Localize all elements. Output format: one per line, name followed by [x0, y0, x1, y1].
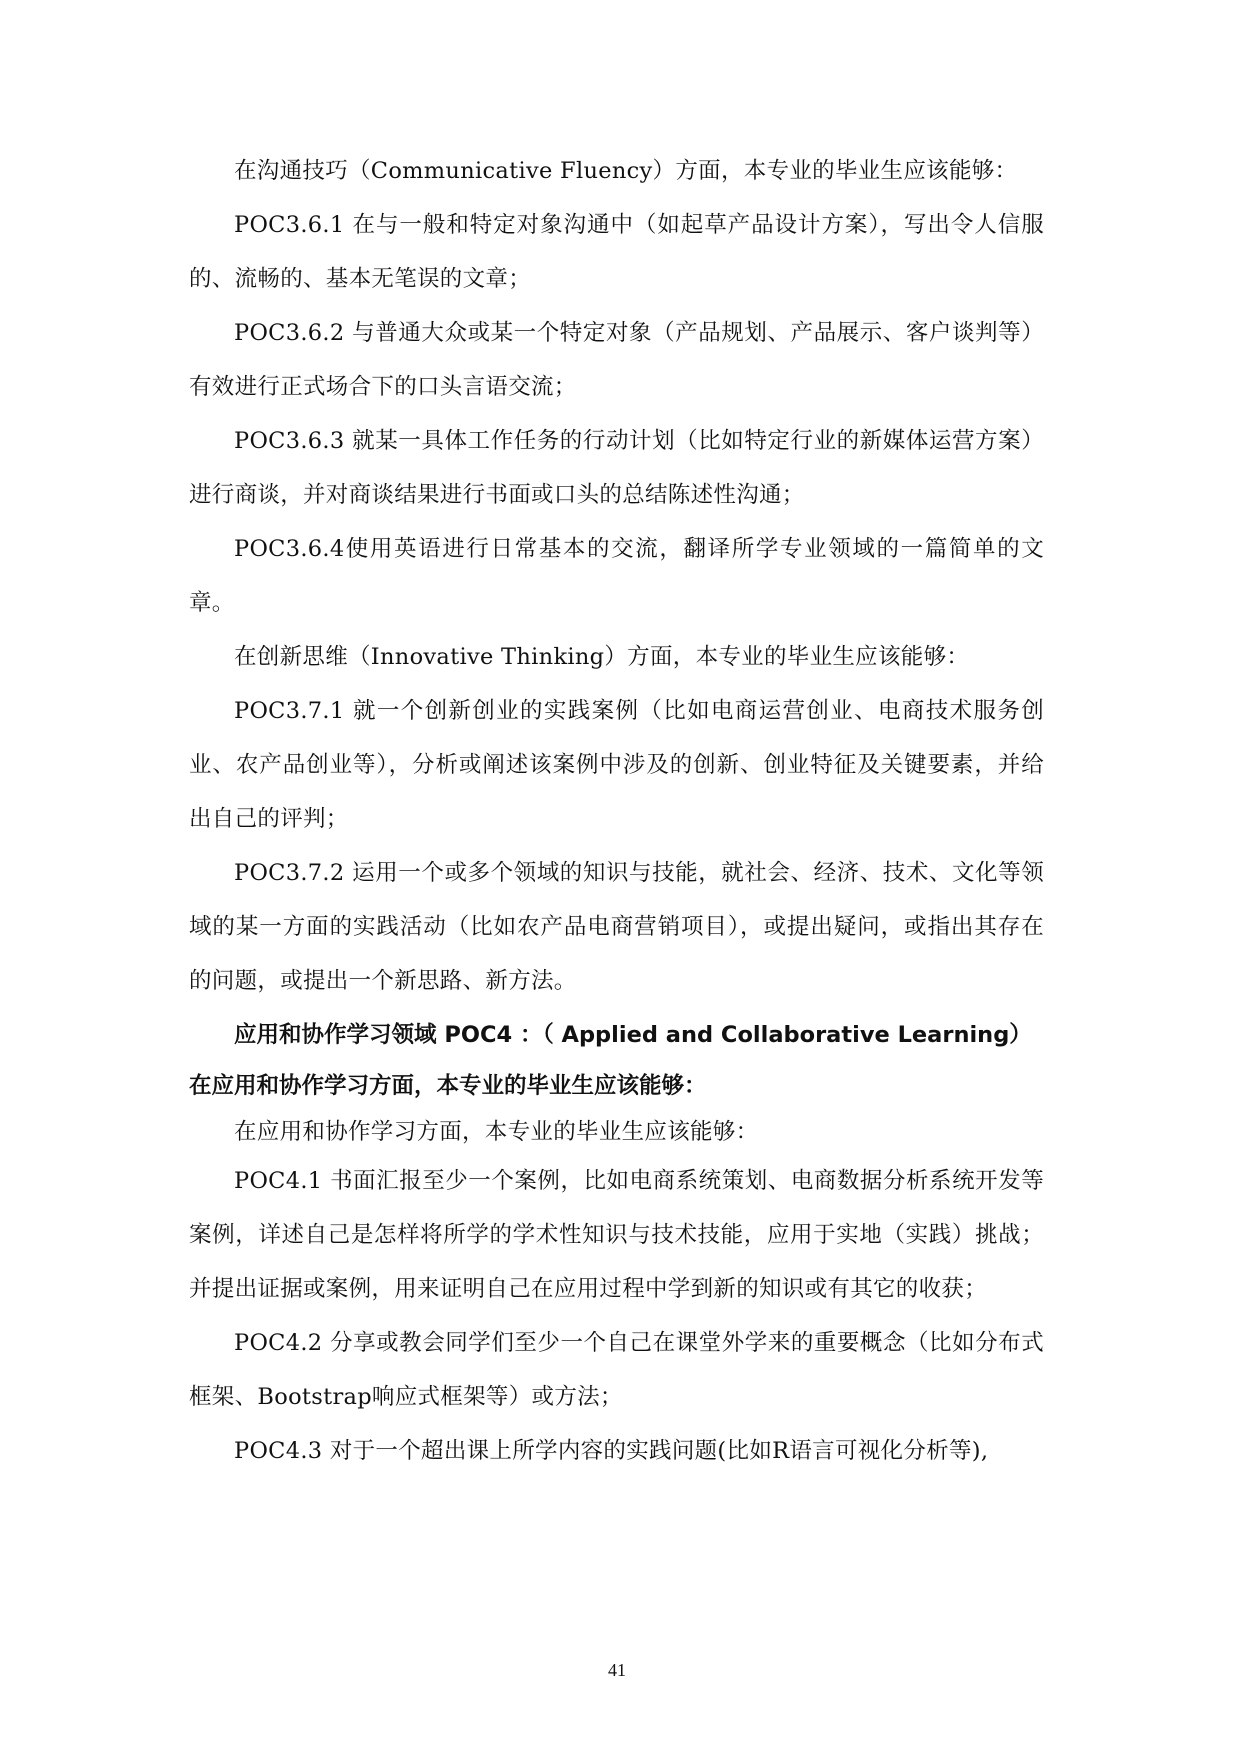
- paragraph-poc3-6-4: POC3.6.4使用英语进行日常基本的交流，翻译所学专业领域的一篇简单的文章。: [189, 536, 1044, 616]
- paragraph-poc3-6-1: POC3.6.1 在与一般和特定对象沟通中（如起草产品设计方案），写出令人信服的、流畅的、基本无笔误的文章；: [189, 212, 1044, 292]
- paragraph-poc4-1: POC4.1 书面汇报至少一个案例，比如电商系统策划、电商数据分析系统开发等案例，详述自己是怎样将所学的学术性知识与技术技能，应用于实地（实践）挑战；并提出证据或案例，用来证明自己在应用过程中学到新的知识或有其它的收获；: [189, 1168, 1044, 1302]
- page-content: [189, 144, 1044, 1478]
- paragraph-poc3-7-2: POC3.7.2 运用一个或多个领域的知识与技能，就社会、经济、技术、文化等领域的某一方面的实践活动（比如农产品电商营销项目），或提出疑问，或指出其存在的问题，或提出一个新思路、新方法。: [189, 860, 1044, 994]
- paragraph-poc3-6-3: POC3.6.3 就某一具体工作任务的行动计划（比如特定行业的新媒体运营方案）进行商谈，并对商谈结果进行书面或口头的总结陈述性沟通；: [189, 428, 1044, 508]
- page-number: 41: [608, 1660, 626, 1680]
- paragraph-innovative-thinking-intro: 在创新思维（Innovative Thinking）方面，本专业的毕业生应该能够：: [234, 644, 970, 670]
- paragraph-poc3-7-1: POC3.7.1 就一个创新创业的实践案例（比如电商运营创业、电商技术服务创业、农产品创业等），分析或阐述该案例中涉及的创新、创业特征及关键要素，并给出自己的评判；: [189, 698, 1044, 832]
- paragraph-poc4-3: POC4.3 对于一个超出课上所学内容的实践问题(比如R语言可视化分析等),: [234, 1438, 989, 1464]
- section-heading-line2: 在应用和协作学习方面，本专业的毕业生应该能够：: [189, 1073, 707, 1099]
- paragraph-applied-learning-intro: 在应用和协作学习方面，本专业的毕业生应该能够：: [234, 1119, 759, 1145]
- paragraph-poc4-2: POC4.2 分享或教会同学们至少一个自己在课堂外学来的重要概念（比如分布式框架、Bootstrap响应式框架等）或方法；: [189, 1330, 1044, 1410]
- section-heading-line1: 应用和协作学习领域 POC4 ：（ Applied and Collaborative Learning）: [234, 1022, 1032, 1048]
- paragraph-poc3-6-2: POC3.6.2 与普通大众或某一个特定对象（产品规划、产品展示、客户谈判等）有效进行正式场合下的口头言语交流；: [189, 320, 1044, 400]
- paragraph-communicative-fluency-intro: 在沟通技巧（Communicative Fluency）方面，本专业的毕业生应该能够：: [234, 158, 1018, 184]
- section-heading-poc4: [189, 1008, 1044, 1110]
